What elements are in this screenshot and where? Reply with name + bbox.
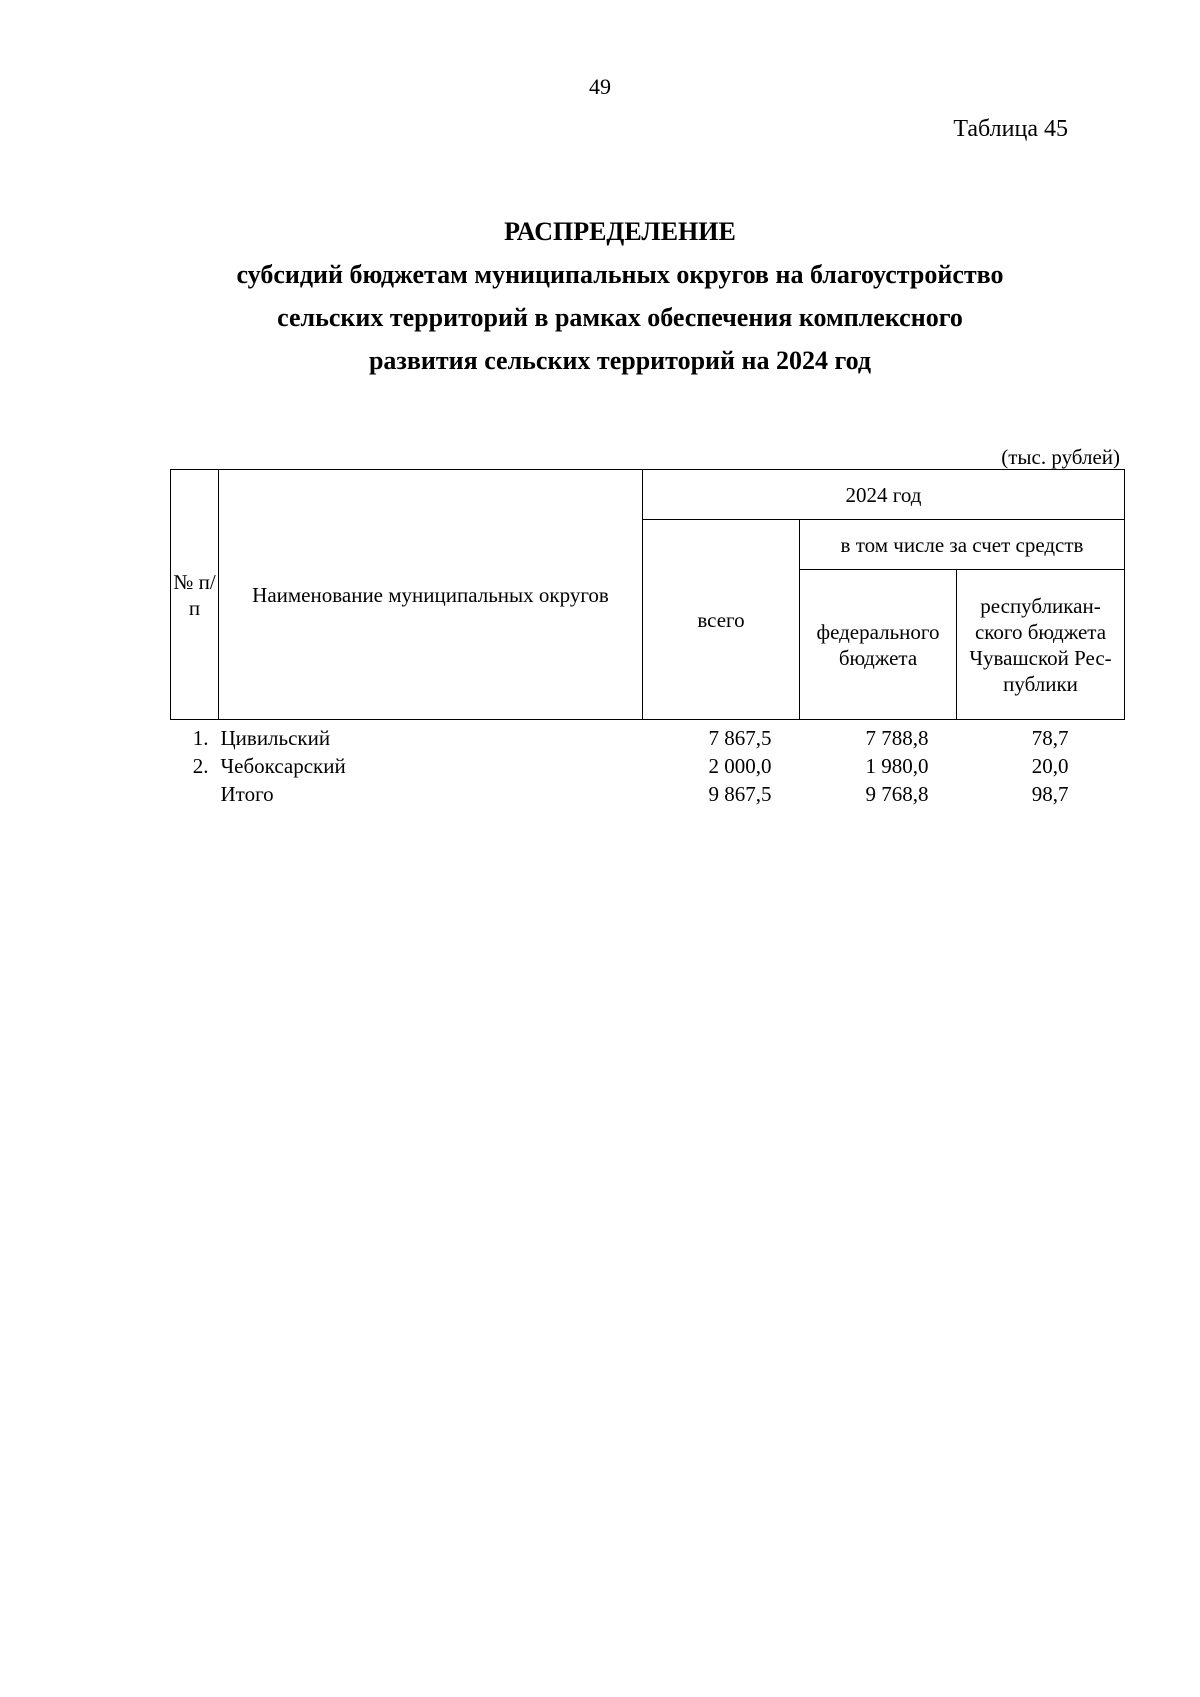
title-line-1: РАСПРЕДЕЛЕНИЕ — [504, 217, 736, 246]
row-federal: 9 768,8 — [865, 782, 929, 806]
row-total: 7 867,5 — [708, 726, 772, 750]
row-name: Цивильский — [220, 726, 331, 750]
header-total: всего — [643, 520, 800, 720]
row-federal: 1 980,0 — [865, 754, 929, 778]
subsidy-table — [170, 469, 1125, 808]
title-line-4: развития сельских территорий на 2024 год — [368, 346, 872, 375]
row-num — [171, 780, 219, 808]
row-republic: 20,0 — [1031, 754, 1069, 778]
header-including: в том числе за счет средств — [800, 520, 1125, 570]
title-line-2: субсидий бюджетам муниципальных округов на благоустройство — [236, 260, 1004, 289]
row-total: 9 867,5 — [708, 782, 772, 806]
header-num: № п/п — [171, 470, 219, 720]
row-federal: 7 788,8 — [865, 726, 929, 750]
header-federal: федерального бюджета — [800, 570, 957, 720]
row-name: Итого — [220, 782, 274, 806]
row-republic: 98,7 — [1031, 782, 1069, 806]
units-label: (тыс. рублей) — [1001, 445, 1120, 469]
row-name: Чебоксарский — [220, 754, 346, 778]
page-number: 49 — [589, 74, 611, 99]
table-row — [171, 720, 1125, 753]
row-republic: 78,7 — [1031, 726, 1069, 750]
table-row-total — [171, 780, 1125, 808]
header-name: Наименование муниципальных округов — [219, 470, 643, 720]
header-year: 2024 год — [643, 470, 1125, 520]
header-republic: республикан-ского бюджета Чувашской Рес-публики — [957, 570, 1125, 720]
table-row — [171, 752, 1125, 780]
row-num: 2. — [192, 754, 209, 778]
row-total: 2 000,0 — [708, 754, 772, 778]
table-number: Таблица 45 — [953, 116, 1068, 142]
document-title — [150, 210, 1090, 382]
title-line-3: сельских территорий в рамках обеспечения комплексного — [277, 303, 963, 332]
row-num: 1. — [192, 726, 209, 750]
